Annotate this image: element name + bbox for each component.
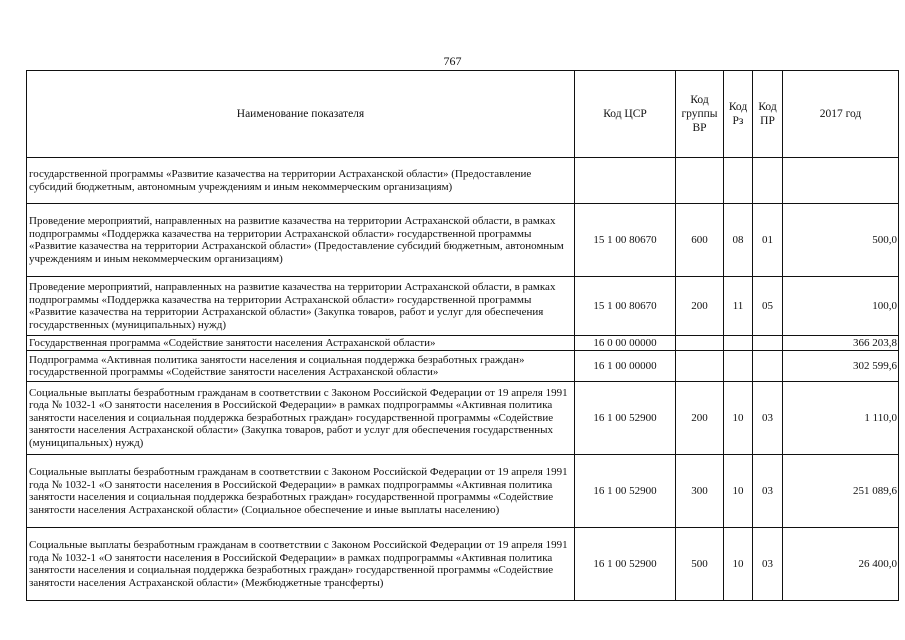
row-value: 302 599,6 bbox=[783, 351, 899, 382]
row-pr: 03 bbox=[753, 455, 783, 528]
row-rz: 10 bbox=[724, 528, 753, 601]
row-value: 500,0 bbox=[783, 204, 899, 277]
row-pr: 03 bbox=[753, 528, 783, 601]
row-csr: 15 1 00 80670 bbox=[575, 277, 676, 336]
row-vr: 500 bbox=[676, 528, 724, 601]
row-rz: 10 bbox=[724, 382, 753, 455]
row-pr: 01 bbox=[753, 204, 783, 277]
row-csr: 15 1 00 80670 bbox=[575, 204, 676, 277]
row-vr: 200 bbox=[676, 382, 724, 455]
header-year: 2017 год bbox=[783, 71, 899, 158]
row-csr: 16 1 00 52900 bbox=[575, 528, 676, 601]
header-csr: Код ЦСР bbox=[575, 71, 676, 158]
table-header-row bbox=[27, 71, 899, 158]
table-row bbox=[27, 528, 899, 601]
row-csr: 16 1 00 00000 bbox=[575, 351, 676, 382]
header-name: Наименование показателя bbox=[27, 71, 575, 158]
row-name: Государственная программа «Содействие занятости населения Астраханской области» bbox=[27, 336, 575, 351]
table-row bbox=[27, 277, 899, 336]
row-pr bbox=[753, 158, 783, 204]
row-name: государственной программы «Развитие казачества на территории Астраханской области» (Предоставление субсидий бюджетным, автономным учреждениям и иным некоммерческим организациям) bbox=[27, 158, 575, 204]
row-name: Социальные выплаты безработным гражданам в соответствии с Законом Российской Федерации от 19 апреля 1991 года № 1032-1 «О занятости населения в Российской Федерации» в рамках подпрограммы «Активная политика занятости населения и социальная поддержка безработных граждан» государственной программы «Содействие занятости населения Астраханской области» (Межбюджетные трансферты) bbox=[27, 528, 575, 601]
row-csr: 16 0 00 00000 bbox=[575, 336, 676, 351]
row-pr: 05 bbox=[753, 277, 783, 336]
row-vr: 200 bbox=[676, 277, 724, 336]
table-row bbox=[27, 455, 899, 528]
row-rz bbox=[724, 158, 753, 204]
row-csr: 16 1 00 52900 bbox=[575, 382, 676, 455]
row-csr: 16 1 00 52900 bbox=[575, 455, 676, 528]
header-vr: Код группы ВР bbox=[676, 71, 724, 158]
header-rz: Код Рз bbox=[724, 71, 753, 158]
row-name: Проведение мероприятий, направленных на развитие казачества на территории Астраханской области, в рамках подпрограммы «Поддержка казачества на территории Астраханской области» государственной программы «Развитие казачества на территории Астраханской области» (Предоставление субсидий бюджетным, автономным учреждениям и иным некоммерческим организациям) bbox=[27, 204, 575, 277]
row-vr bbox=[676, 336, 724, 351]
row-value: 26 400,0 bbox=[783, 528, 899, 601]
row-value: 1 110,0 bbox=[783, 382, 899, 455]
row-pr bbox=[753, 336, 783, 351]
row-value: 100,0 bbox=[783, 277, 899, 336]
row-pr bbox=[753, 351, 783, 382]
row-rz: 08 bbox=[724, 204, 753, 277]
table-row bbox=[27, 351, 899, 382]
row-vr bbox=[676, 351, 724, 382]
row-rz bbox=[724, 351, 753, 382]
row-name: Проведение мероприятий, направленных на развитие казачества на территории Астраханской области, в рамках подпрограммы «Поддержка казачества на территории Астраханской области» государственной программы «Развитие казачества на территории Астраханской области» (Закупка товаров, работ и услуг для обеспечения государственных (муниципальных) нужд) bbox=[27, 277, 575, 336]
row-value: 366 203,8 bbox=[783, 336, 899, 351]
row-name: Подпрограмма «Активная политика занятости населения и социальная поддержка безработных граждан» государственной программы «Содействие занятости населения Астраханской области» bbox=[27, 351, 575, 382]
row-rz: 11 bbox=[724, 277, 753, 336]
row-rz bbox=[724, 336, 753, 351]
header-pr: Код ПР bbox=[753, 71, 783, 158]
budget-table bbox=[26, 70, 899, 601]
table-row bbox=[27, 158, 899, 204]
row-value: 251 089,6 bbox=[783, 455, 899, 528]
table-row bbox=[27, 204, 899, 277]
row-vr bbox=[676, 158, 724, 204]
page-number: 767 bbox=[443, 54, 462, 68]
row-rz: 10 bbox=[724, 455, 753, 528]
row-value bbox=[783, 158, 899, 204]
table-row bbox=[27, 336, 899, 351]
row-pr: 03 bbox=[753, 382, 783, 455]
table-row bbox=[27, 382, 899, 455]
row-vr: 300 bbox=[676, 455, 724, 528]
row-name: Социальные выплаты безработным гражданам в соответствии с Законом Российской Федерации от 19 апреля 1991 года № 1032-1 «О занятости населения в Российской Федерации» в рамках подпрограммы «Активная политика занятости населения и социальная поддержка безработных граждан» государственной программы «Содействие занятости населения Астраханской области» (Социальное обеспечение и иные выплаты населению) bbox=[27, 455, 575, 528]
row-csr bbox=[575, 158, 676, 204]
row-vr: 600 bbox=[676, 204, 724, 277]
row-name: Социальные выплаты безработным гражданам в соответствии с Законом Российской Федерации от 19 апреля 1991 года № 1032-1 «О занятости населения в Российской Федерации» в рамках подпрограммы «Активная политика занятости населения и социальная поддержка безработных граждан» государственной программы «Содействие занятости населения Астраханской области» (Закупка товаров, работ и услуг для обеспечения государственных (муниципальных) нужд) bbox=[27, 382, 575, 455]
